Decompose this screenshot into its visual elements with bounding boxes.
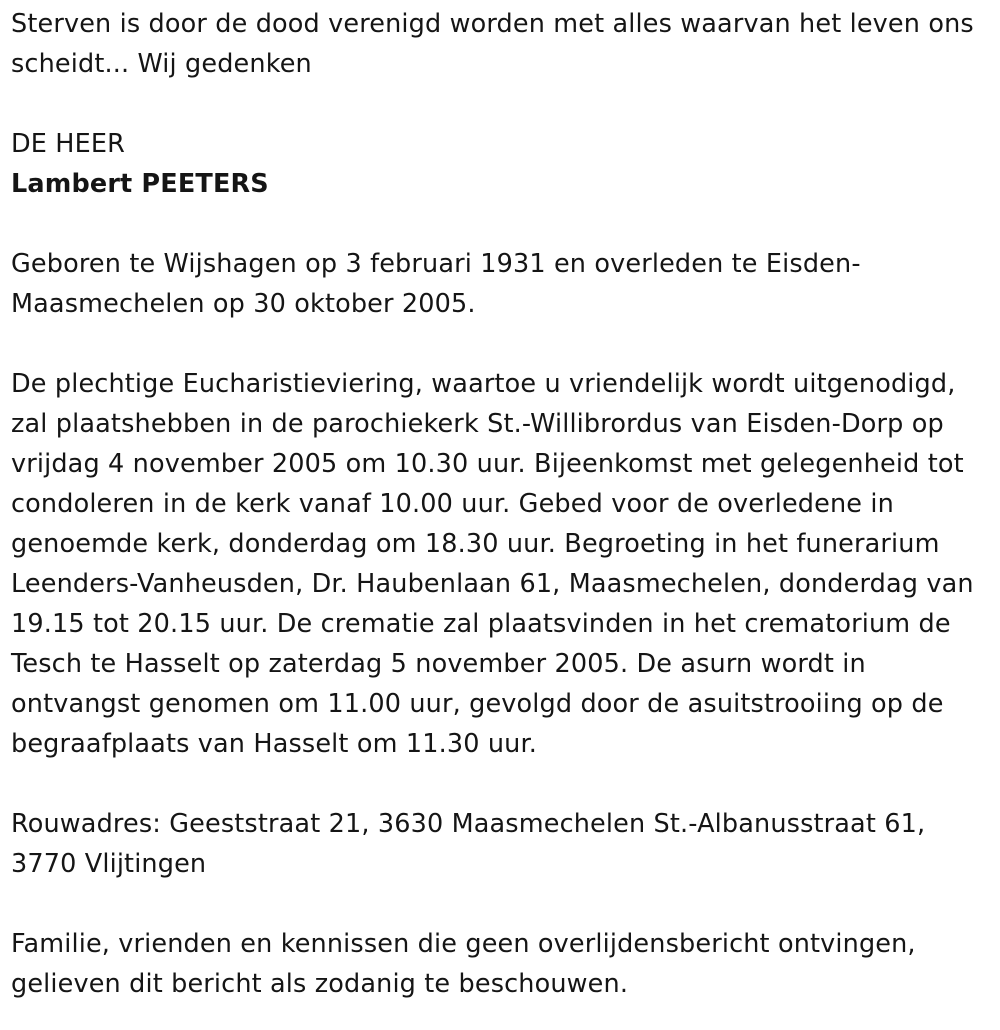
honorific: DE HEER [11, 129, 126, 159]
spacer [11, 204, 993, 244]
address-text: Rouwadres: Geeststraat 21, 3630 Maasmechelen St.-Albanusstraat 61, 3770 Vlijtingen [11, 809, 926, 879]
deceased-name: Lambert PEETERS [11, 169, 269, 199]
spacer [11, 324, 993, 364]
spacer [11, 884, 993, 924]
spacer [11, 84, 993, 124]
birth-death-text: Geboren te Wijshagen op 3 februari 1931 en overleden te Eisden-Maasmechelen op 30 oktober 2005. [11, 249, 861, 319]
service-text: De plechtige Eucharistieviering, waartoe u vriendelijk wordt uitgenodigd, zal plaatshebben in de parochiekerk St.-Willibrordus van Eisden-Dorp op vrijdag 4 november 2005 om 10.30 uur. Bijeenkomst met gelegenheid tot condoleren in de kerk vanaf 10.00 uur. Gebed voor de overledene in genoemde kerk, donderdag om 18.30 uur. Begroeting in het funerarium Leenders-Vanheusden, Dr. Haubenlaan 61, Maasmechelen, donderdag van 19.15 tot 20.15 uur. De crematie zal plaatsvinden in het crematorium de Tesch te Hasselt op zaterdag 5 november 2005. De asurn wordt in ontvangst genomen om 11.00 uur, gevolgd door de asuitstrooiing op de begraafplaats van Hasselt om 11.30 uur. [11, 369, 974, 759]
intro-text: Sterven is door de dood verenigd worden met alles waarvan het leven ons scheidt... Wij gedenken [11, 9, 974, 79]
closing-text: Familie, vrienden en kennissen die geen overlijdensbericht ontvingen, gelieven dit bericht als zodanig te beschouwen. [11, 929, 916, 999]
spacer [11, 764, 993, 804]
death-notice [11, 4, 993, 1004]
